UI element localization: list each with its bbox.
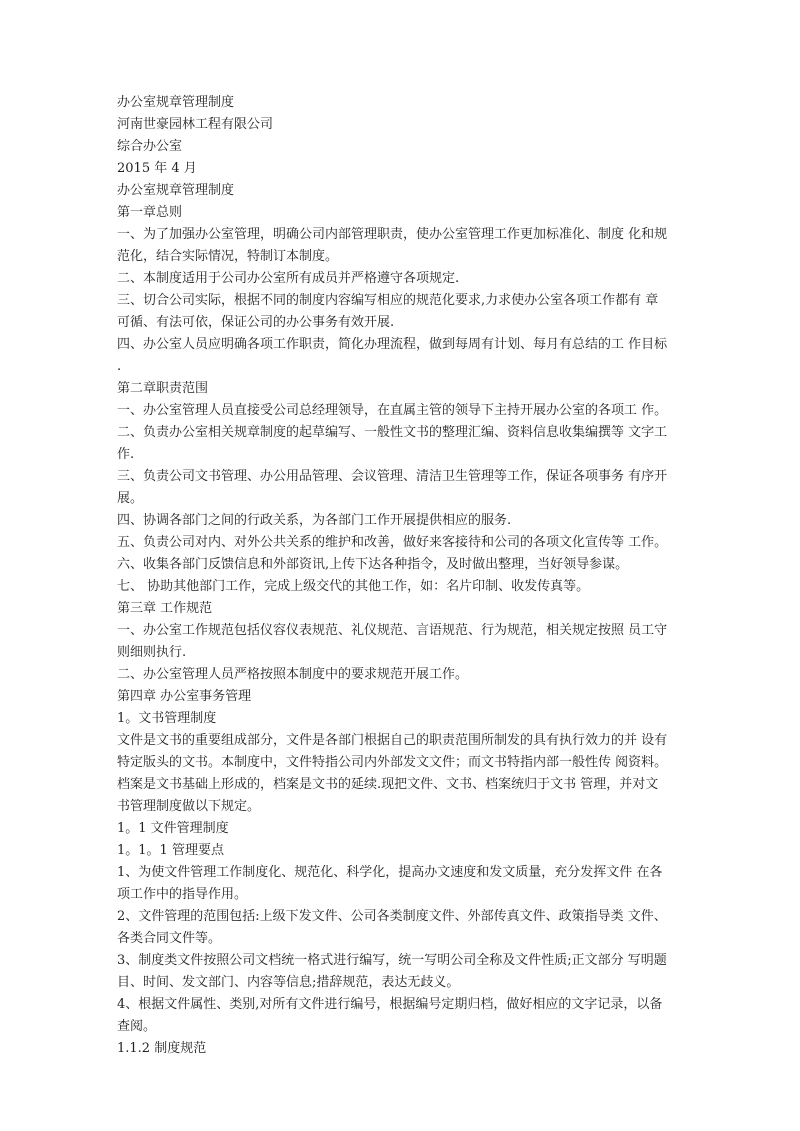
text-line: 档案是文书基础上形成的，档案是文书的延续.现把文件、文书、档案统归于文书 管理，并对文 bbox=[117, 777, 659, 792]
text-line: . bbox=[117, 359, 122, 374]
text-line: 各类合同文件等。 bbox=[117, 931, 222, 946]
text-line: 六、收集各部门反馈信息和外部资讯,上传下达各种指令，及时做出整理，当好领导参谋。 bbox=[117, 557, 629, 572]
text-line: 范化，结合实际情况，特制订本制度。 bbox=[117, 249, 339, 264]
text-line: 则细则执行. bbox=[117, 645, 187, 660]
text-line: 4、根据文件属性、类别,对所有文件进行编号，根据编号定期归档，做好相应的文字记录，以备 bbox=[117, 997, 663, 1012]
text-line: 第二章职责范围 bbox=[117, 381, 209, 396]
text-line: 第一章总则 bbox=[117, 205, 183, 220]
text-line: 一、为了加强办公室管理，明确公司内部管理职责，使办公室管理工作更加标准化、制度 化和规 bbox=[117, 227, 668, 242]
text-line: 三、负责公司文书管理、办公用品管理、会议管理、清洁卫生管理等工作，保证各项事务 有序开 bbox=[117, 469, 668, 484]
text-line: 四、协调各部门之间的行政关系，为各部门工作开展提供相应的服务. bbox=[117, 513, 512, 528]
text-line: 四、办公室人员应明确各项工作职责，简化办理流程，做到每周有计划、每月有总结的工 作目标 bbox=[117, 337, 668, 352]
text-line: 1。1 文件管理制度 bbox=[117, 821, 229, 836]
text-line: 作. bbox=[117, 447, 135, 462]
text-line: 一、办公室管理人员直接受公司总经理领导，在直属主管的领导下主持开展办公室的各项工 作。 bbox=[117, 403, 668, 418]
text-line: 第四章 办公室事务管理 bbox=[117, 689, 252, 704]
text-line: 办公室规章管理制度 bbox=[117, 95, 235, 110]
text-line: 查阅。 bbox=[117, 1019, 157, 1034]
text-line: 1。文书管理制度 bbox=[117, 711, 217, 726]
text-line: 二、办公室管理人员严格按照本制度中的要求规范开展工作。 bbox=[117, 667, 469, 682]
text-line: 1.1.2 制度规范 bbox=[117, 1041, 207, 1056]
text-line: 二、负责办公室相关规章制度的起草编写、一般性文书的整理汇编、资料信息收集编撰等 文字工 bbox=[117, 425, 668, 440]
text-line: 五、负责公司对内、对外公共关系的维护和改善，做好来客接待和公司的各项文化宣传等 工作。 bbox=[117, 535, 668, 550]
text-line: 可循、有法可依，保证公司的办公事务有效开展. bbox=[117, 315, 395, 330]
text-line: 2、文件管理的范围包括:上级下发文件、公司各类制度文件、外部传真文件、政策指导类 文件、 bbox=[117, 909, 667, 924]
text-line: 项工作中的指导作用。 bbox=[117, 887, 248, 902]
text-line: 河南世豪园林工程有限公司 bbox=[117, 117, 274, 132]
text-line: 目、时间、发文部门、内容等信息;措辞规范，表达无歧义。 bbox=[117, 975, 460, 990]
text-line: 1。1。1 管理要点 bbox=[117, 843, 224, 858]
text-line: 展。 bbox=[117, 491, 144, 506]
text-line: 综合办公室 bbox=[117, 139, 183, 154]
text-line: 3、制度类文件按照公司文档统一格式进行编写，统一写明公司全称及文件性质;正文部分 写明题 bbox=[117, 953, 667, 968]
text-line: 一、办公室工作规范包括仪容仪表规范、礼仪规范、言语规范、行为规范，相关规定按照 员工守 bbox=[117, 623, 668, 638]
text-line: 特定版头的文书。本制度中，文件特指公司内外部发文文件；而文书特指内部一般性传 阅资料。 bbox=[117, 755, 668, 770]
text-line: 文件是文书的重要组成部分，文件是各部门根据自己的职责范围所制发的具有执行效力的并 设有 bbox=[117, 733, 668, 748]
text-line: 七、 协助其他部门工作，完成上级交代的其他工作，如：名片印制、收发传真等。 bbox=[117, 579, 590, 594]
text-line: 三、切合公司实际，根据不同的制度内容编写相应的规范化要求,力求使办公室各项工作都有 章 bbox=[117, 293, 659, 308]
text-line: 2015 年 4 月 bbox=[117, 161, 197, 176]
document-body bbox=[117, 92, 697, 1060]
text-line: 二、本制度适用于公司办公室所有成员并严格遵守各项规定. bbox=[117, 271, 460, 286]
text-line: 办公室规章管理制度 bbox=[117, 183, 235, 198]
text-line: 第三章 工作规范 bbox=[117, 601, 213, 616]
text-line: 书管理制度做以下规定。 bbox=[117, 799, 261, 814]
text-line: 1、为使文件管理工作制度化、规范化、科学化，提高办文速度和发文质量，充分发挥文件 在各 bbox=[117, 865, 663, 880]
